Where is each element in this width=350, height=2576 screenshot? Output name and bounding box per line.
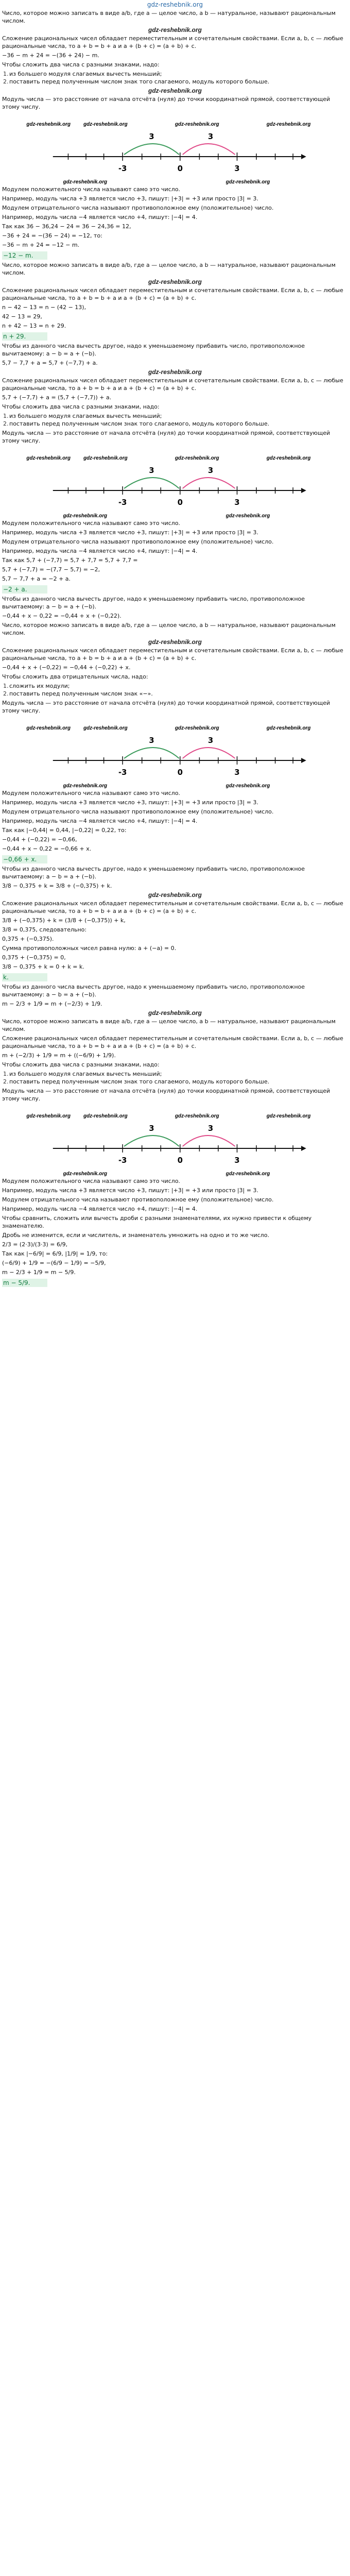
paragraph: Число, которое можно записать в виде a/b, где a — целое число, а b — натуральное, называют рациональным числом. [2, 622, 336, 636]
axis-arrow [301, 1146, 306, 1151]
paragraph: Чтобы из данного числа вычесть другое, надо к уменьшаемому прибавить число, противоположное вычитаемому: a − b = a + (−b). [2, 343, 305, 357]
watermark: gdz-reshebnik.org [148, 278, 202, 285]
formula: Так как 36 − 36,24 − 24 = 36 − 24,36 = 12, [2, 223, 131, 230]
formula: 2/3 = (2·3)/(3·3) = 6/9, [2, 1241, 68, 1248]
list-item: 2. поставить перед полученным числом знак «−». [3, 690, 153, 697]
watermark: gdz-reshebnik.org [175, 455, 219, 462]
paragraph: Число, которое можно записать в виде a/b, где a — целое число, а b — натуральное, называют рациональным числом. [2, 1018, 336, 1032]
paragraph: Модулем отрицательного числа называют противоположное ему (положительное) число. [2, 1196, 274, 1203]
paragraph: Сумма противоположных чисел равна нулю: a + (−a) = 0. [2, 945, 177, 952]
number-line-diagram [2, 112, 348, 185]
tick-label-zero: 0 [177, 163, 183, 174]
formula: Так как 5,7 + (−7,7) = 5,7 + 7,7 = 5,7 + 7,7 = [2, 557, 138, 564]
paragraph: Сложение рациональных чисел обладает переместительным и сочетательным свойствами. Если a, b, c — любые рациональные числа, то a + b = b + a и a + (b + c) = (a + b) + c. [2, 287, 343, 301]
arc-left [124, 144, 179, 155]
formula: 3/8 − 0,375 + k = 3/8 + (−0,375) + k. [2, 883, 112, 889]
paragraph: Чтобы сравнить, сложить или вычесть дроби с разными знаменателями, их нужно привести к общему знаменателю. [2, 1215, 312, 1229]
formula: 5,7 − 7,7 + a = −2 + a. [2, 575, 71, 582]
paragraph: Чтобы сложить два числа с разными знаками, надо: [2, 61, 160, 68]
paragraph: Чтобы сложить два числа с разными знаками, надо: [2, 403, 160, 410]
formula: −36 − m + 24 = −12 − m. [2, 242, 80, 248]
formula: Так как |−0,44| = 0,44, |−0,22| = 0,22, то: [2, 827, 127, 834]
watermark: gdz-reshebnik.org [83, 455, 128, 462]
number-line-diagram [2, 1104, 348, 1177]
paragraph: Например, модуль числа +3 является число +3, пишут: |+3| = +3 или просто |3| = 3. [2, 799, 259, 806]
paragraph: Сложение рациональных чисел обладает переместительным и сочетательным свойствами. Если a, b, c — любые рациональные числа, то a + b = b + a и a + (b + c) = (a + b) + c. [2, 1035, 343, 1049]
paragraph: Сложение рациональных чисел обладает переместительным и сочетательным свойствами. Если a, b, c — любые рациональные числа, то a + b = b + a и a + (b + c) = (a + b) + c. [2, 900, 343, 914]
solution-6 [0, 983, 350, 1289]
arc-label-left: 3 [149, 735, 154, 745]
axis-arrow [301, 488, 306, 493]
tick-label-zero: 0 [177, 497, 183, 507]
solution-4 [0, 595, 350, 865]
watermark: gdz-reshebnik.org [26, 121, 71, 128]
arc-label-left: 3 [149, 465, 154, 476]
formula: −0,44 + x − 0,22 = −0,44 + x + (−0,22). [2, 613, 121, 619]
formula: 5,7 − 7,7 + a = 5,7 + (−7,7) + a. [2, 360, 98, 366]
watermark: gdz-reshebnik.org [63, 513, 108, 519]
formula: 0,375 + (−0,375). [2, 936, 54, 942]
solution-3 [0, 342, 350, 595]
watermark: gdz-reshebnik.org [175, 121, 219, 128]
paragraph: Модуль числа — это расстояние от начала отсчёта (нуля) до точки координатной прямой, соответствующей этому числу. [2, 1088, 330, 1102]
arc-left [124, 478, 179, 488]
watermark: gdz-reshebnik.org [266, 121, 311, 128]
list-item: 1. из большего модуля слагаемых вычесть меньший; [3, 71, 162, 77]
watermark: gdz-reshebnik.org [63, 179, 108, 185]
formula: −36 + 24 = −(36 − 24) = −12, то: [2, 232, 102, 239]
paragraph: Например, модуль числа +3 является число +3, пишут: |+3| = +3 или просто |3| = 3. [2, 529, 259, 536]
list-item: 1. из большего модуля слагаемых вычесть меньший; [3, 413, 162, 419]
watermark: gdz-reshebnik.org [148, 87, 202, 94]
watermark: gdz-reshebnik.org [148, 891, 202, 899]
formula: −36 − m + 24 = −(36 + 24) − m. [2, 52, 99, 59]
formula: m − 2/3 + 1/9 = m − 5/9. [2, 1269, 76, 1276]
paragraph: Число, которое можно записать в виде a/b, где a — целое число, а b — натуральное, называют рациональным числом. [2, 10, 336, 24]
watermark: gdz-reshebnik.org [225, 513, 270, 519]
paragraph: Модуль числа — это расстояние от начала отсчёта (нуля) до точки координатной прямой, соответствующей этому числу. [2, 96, 330, 110]
paragraph: Чтобы сложить два числа с разными знаками, надо: [2, 1061, 160, 1068]
arc-label-right: 3 [208, 131, 214, 142]
formula: n + 42 − 13 = n + 29. [2, 323, 66, 329]
paragraph: Чтобы из данного числа вычесть другое, надо к уменьшаемому прибавить число, противоположное вычитаемому: a − b = a + (−b). [2, 984, 305, 998]
paragraph: Например, модуль числа +3 является число +3, пишут: |+3| = +3 или просто |3| = 3. [2, 195, 259, 202]
formula: 3/8 − 0,375 + k = 0 + k = k. [2, 963, 84, 970]
watermark: gdz-reshebnik.org [266, 455, 311, 462]
arc-left [124, 748, 179, 758]
watermark: gdz-reshebnik.org [26, 455, 71, 462]
paragraph: Модулем положительного числа называют само это число. [2, 520, 181, 527]
paragraph: Чтобы сложить два отрицательных числа, надо: [2, 673, 148, 680]
formula: −0,44 + x + (−0,22) = −0,44 + (−0,22) + x. [2, 664, 131, 671]
paragraph: Модулем положительного числа называют само это число. [2, 1178, 181, 1184]
tick-label-right: 3 [234, 497, 240, 507]
formula: (−6/9) + 1/9 = −(6/9 − 1/9) = −5/9, [2, 1260, 106, 1266]
arc-label-right: 3 [208, 735, 214, 745]
arc-right [183, 1136, 235, 1146]
paragraph: Число, которое можно записать в виде a/b, где a — целое число, а b — натуральное, называют рациональным числом. [2, 262, 336, 276]
list-item: 1. сложить их модули; [3, 683, 70, 689]
list-item: 1. из большего модуля слагаемых вычесть меньший; [3, 1071, 162, 1077]
tick-label-zero: 0 [177, 1155, 183, 1165]
arc-label-left: 3 [149, 131, 154, 142]
watermark: gdz-reshebnik.org [225, 179, 270, 185]
tick-label-right: 3 [234, 163, 240, 174]
watermark: gdz-reshebnik.org [63, 783, 108, 789]
paragraph: Модуль числа — это расстояние от начала отсчёта (нуля) до точки координатной прямой, соответствующей этому числу. [2, 700, 330, 714]
paragraph: Сложение рациональных чисел обладает переместительным и сочетательным свойствами. Если a, b, c — любые рациональные числа, то a + b = b + a и a + (b + c) = (a + b) + c. [2, 35, 343, 49]
watermark: gdz-reshebnik.org [148, 1009, 202, 1016]
paragraph: Модулем положительного числа называют само это число. [2, 790, 181, 796]
arc-label-right: 3 [208, 465, 214, 476]
paragraph: Например, модуль числа −4 является число +4, пишут: |−4| = 4. [2, 214, 198, 221]
answer-box: −12 − m. [2, 251, 47, 260]
rule-list [2, 412, 348, 428]
tick-label-left: -3 [118, 163, 127, 174]
paragraph: Чтобы из данного числа вычесть другое, надо к уменьшаемому прибавить число, противоположное вычитаемому: a − b = a + (−b). [2, 866, 305, 880]
answer-box: −2 + a. [2, 585, 47, 594]
rule-list [2, 70, 348, 86]
paragraph: Сложение рациональных чисел обладает переместительным и сочетательным свойствами. Если a, b, c — любые рациональные числа, то a + b = b + a и a + (b + c) = (a + b) + c. [2, 647, 343, 662]
solution-5 [0, 865, 350, 983]
watermark: gdz-reshebnik.org [266, 725, 311, 732]
solution-2 [0, 261, 350, 342]
watermark: gdz-reshebnik.org [26, 725, 71, 732]
watermark: gdz-reshebnik.org [83, 725, 128, 732]
paragraph: Модулем отрицательного числа называют противоположное ему (положительное) число. [2, 538, 274, 545]
paragraph: Дробь не изменится, если и числитель, и знаменатель умножить на одно и то же число. [2, 1232, 270, 1239]
formula: −0,44 + (−0,22) = −0,66, [2, 836, 77, 843]
formula: m + (−2/3) + 1/9 = m + ((−6/9) + 1/9). [2, 1052, 116, 1059]
formula: m − 2/3 + 1/9 = m + (−2/3) + 1/9. [2, 1001, 102, 1007]
answer-box: n + 29. [2, 332, 47, 341]
watermark: gdz-reshebnik.org [175, 725, 219, 732]
site-header-link[interactable]: gdz-reshebnik.org [147, 1, 203, 8]
arc-right [183, 748, 235, 758]
list-item: 2. поставить перед полученным числом знак того слагаемого, модуль которого больше. [3, 78, 270, 85]
paragraph: Например, модуль числа −4 является число +4, пишут: |−4| = 4. [2, 1206, 198, 1212]
tick-label-left: -3 [118, 767, 127, 777]
axis-arrow [301, 758, 306, 763]
paragraph: Модулем отрицательного числа называют противоположное ему (положительное) число. [2, 205, 274, 211]
watermark: gdz-reshebnik.org [83, 121, 128, 128]
arc-right [183, 144, 235, 155]
formula: 42 − 13 = 29, [2, 313, 42, 320]
watermark: gdz-reshebnik.org [83, 1113, 128, 1120]
paragraph: Например, модуль числа +3 является число +3, пишут: |+3| = +3 или просто |3| = 3. [2, 1187, 259, 1194]
watermark: gdz-reshebnik.org [225, 783, 270, 789]
paragraph: Например, модуль числа −4 является число +4, пишут: |−4| = 4. [2, 818, 198, 824]
number-line-diagram [2, 446, 348, 519]
watermark: gdz-reshebnik.org [148, 368, 202, 376]
paragraph: Чтобы из данного числа вычесть другое, надо к уменьшаемому прибавить число, противоположное вычитаемому: a − b = a + (−b). [2, 596, 305, 610]
rule-list [2, 682, 348, 698]
watermark: gdz-reshebnik.org [63, 1171, 108, 1177]
formula: 5,7 + (−7,7) = −(7,7 − 5,7) = −2, [2, 566, 100, 573]
list-item: 2. поставить перед полученным числом знак того слагаемого, модуль которого больше. [3, 1078, 270, 1085]
watermark: gdz-reshebnik.org [175, 1113, 219, 1120]
answer-box: m − 5/9. [2, 1279, 47, 1287]
tick-label-zero: 0 [177, 767, 183, 777]
arc-left [124, 1136, 179, 1146]
axis-arrow [301, 154, 306, 159]
formula: 3/8 + (−0,375) + k = (3/8 + (−0,375)) + k, [2, 917, 126, 924]
watermark: gdz-reshebnik.org [148, 638, 202, 646]
paragraph: Например, модуль числа −4 является число +4, пишут: |−4| = 4. [2, 548, 198, 554]
rule-list [2, 1070, 348, 1086]
tick-label-right: 3 [234, 1155, 240, 1165]
watermark: gdz-reshebnik.org [266, 1113, 311, 1120]
answer-box: −0,66 + x. [2, 855, 47, 863]
paragraph: Сложение рациональных чисел обладает переместительным и сочетательным свойствами. Если a, b, c — любые рациональные числа, то a + b = b + a и a + (b + c) = (a + b) + c. [2, 377, 343, 392]
paragraph: Модуль числа — это расстояние от начала отсчёта (нуля) до точки координатной прямой, соответствующей этому числу. [2, 430, 330, 444]
tick-label-left: -3 [118, 1155, 127, 1165]
formula: −0,44 + x − 0,22 = −0,66 + x. [2, 845, 92, 852]
paragraph: Модулем положительного числа называют само это число. [2, 186, 181, 193]
arc-label-right: 3 [208, 1123, 214, 1133]
list-item: 2. поставить перед полученным числом знак того слагаемого, модуль которого больше. [3, 420, 270, 427]
answer-box: k. [2, 973, 47, 981]
watermark: gdz-reshebnik.org [225, 1171, 270, 1177]
tick-label-right: 3 [234, 767, 240, 777]
arc-label-left: 3 [149, 1123, 154, 1133]
number-line-diagram [2, 716, 348, 789]
paragraph: Модулем отрицательного числа называют противоположное ему (положительное) число. [2, 808, 274, 815]
watermark: gdz-reshebnik.org [26, 1113, 71, 1120]
tick-label-left: -3 [118, 497, 127, 507]
formula: 3/8 = 0,375, следовательно: [2, 926, 87, 933]
watermark: gdz-reshebnik.org [148, 26, 202, 33]
arc-right [183, 478, 235, 488]
formula: 5,7 + (−7,7) + a = (5,7 + (−7,7)) + a. [2, 394, 112, 401]
formula: Так как |−6/9| = 6/9, |1/9| = 1/9, то: [2, 1250, 108, 1257]
solution-1 [0, 9, 350, 261]
formula: n − 42 − 13 = n − (42 − 13), [2, 304, 86, 311]
formula: 0,375 + (−0,375) = 0, [2, 954, 66, 961]
